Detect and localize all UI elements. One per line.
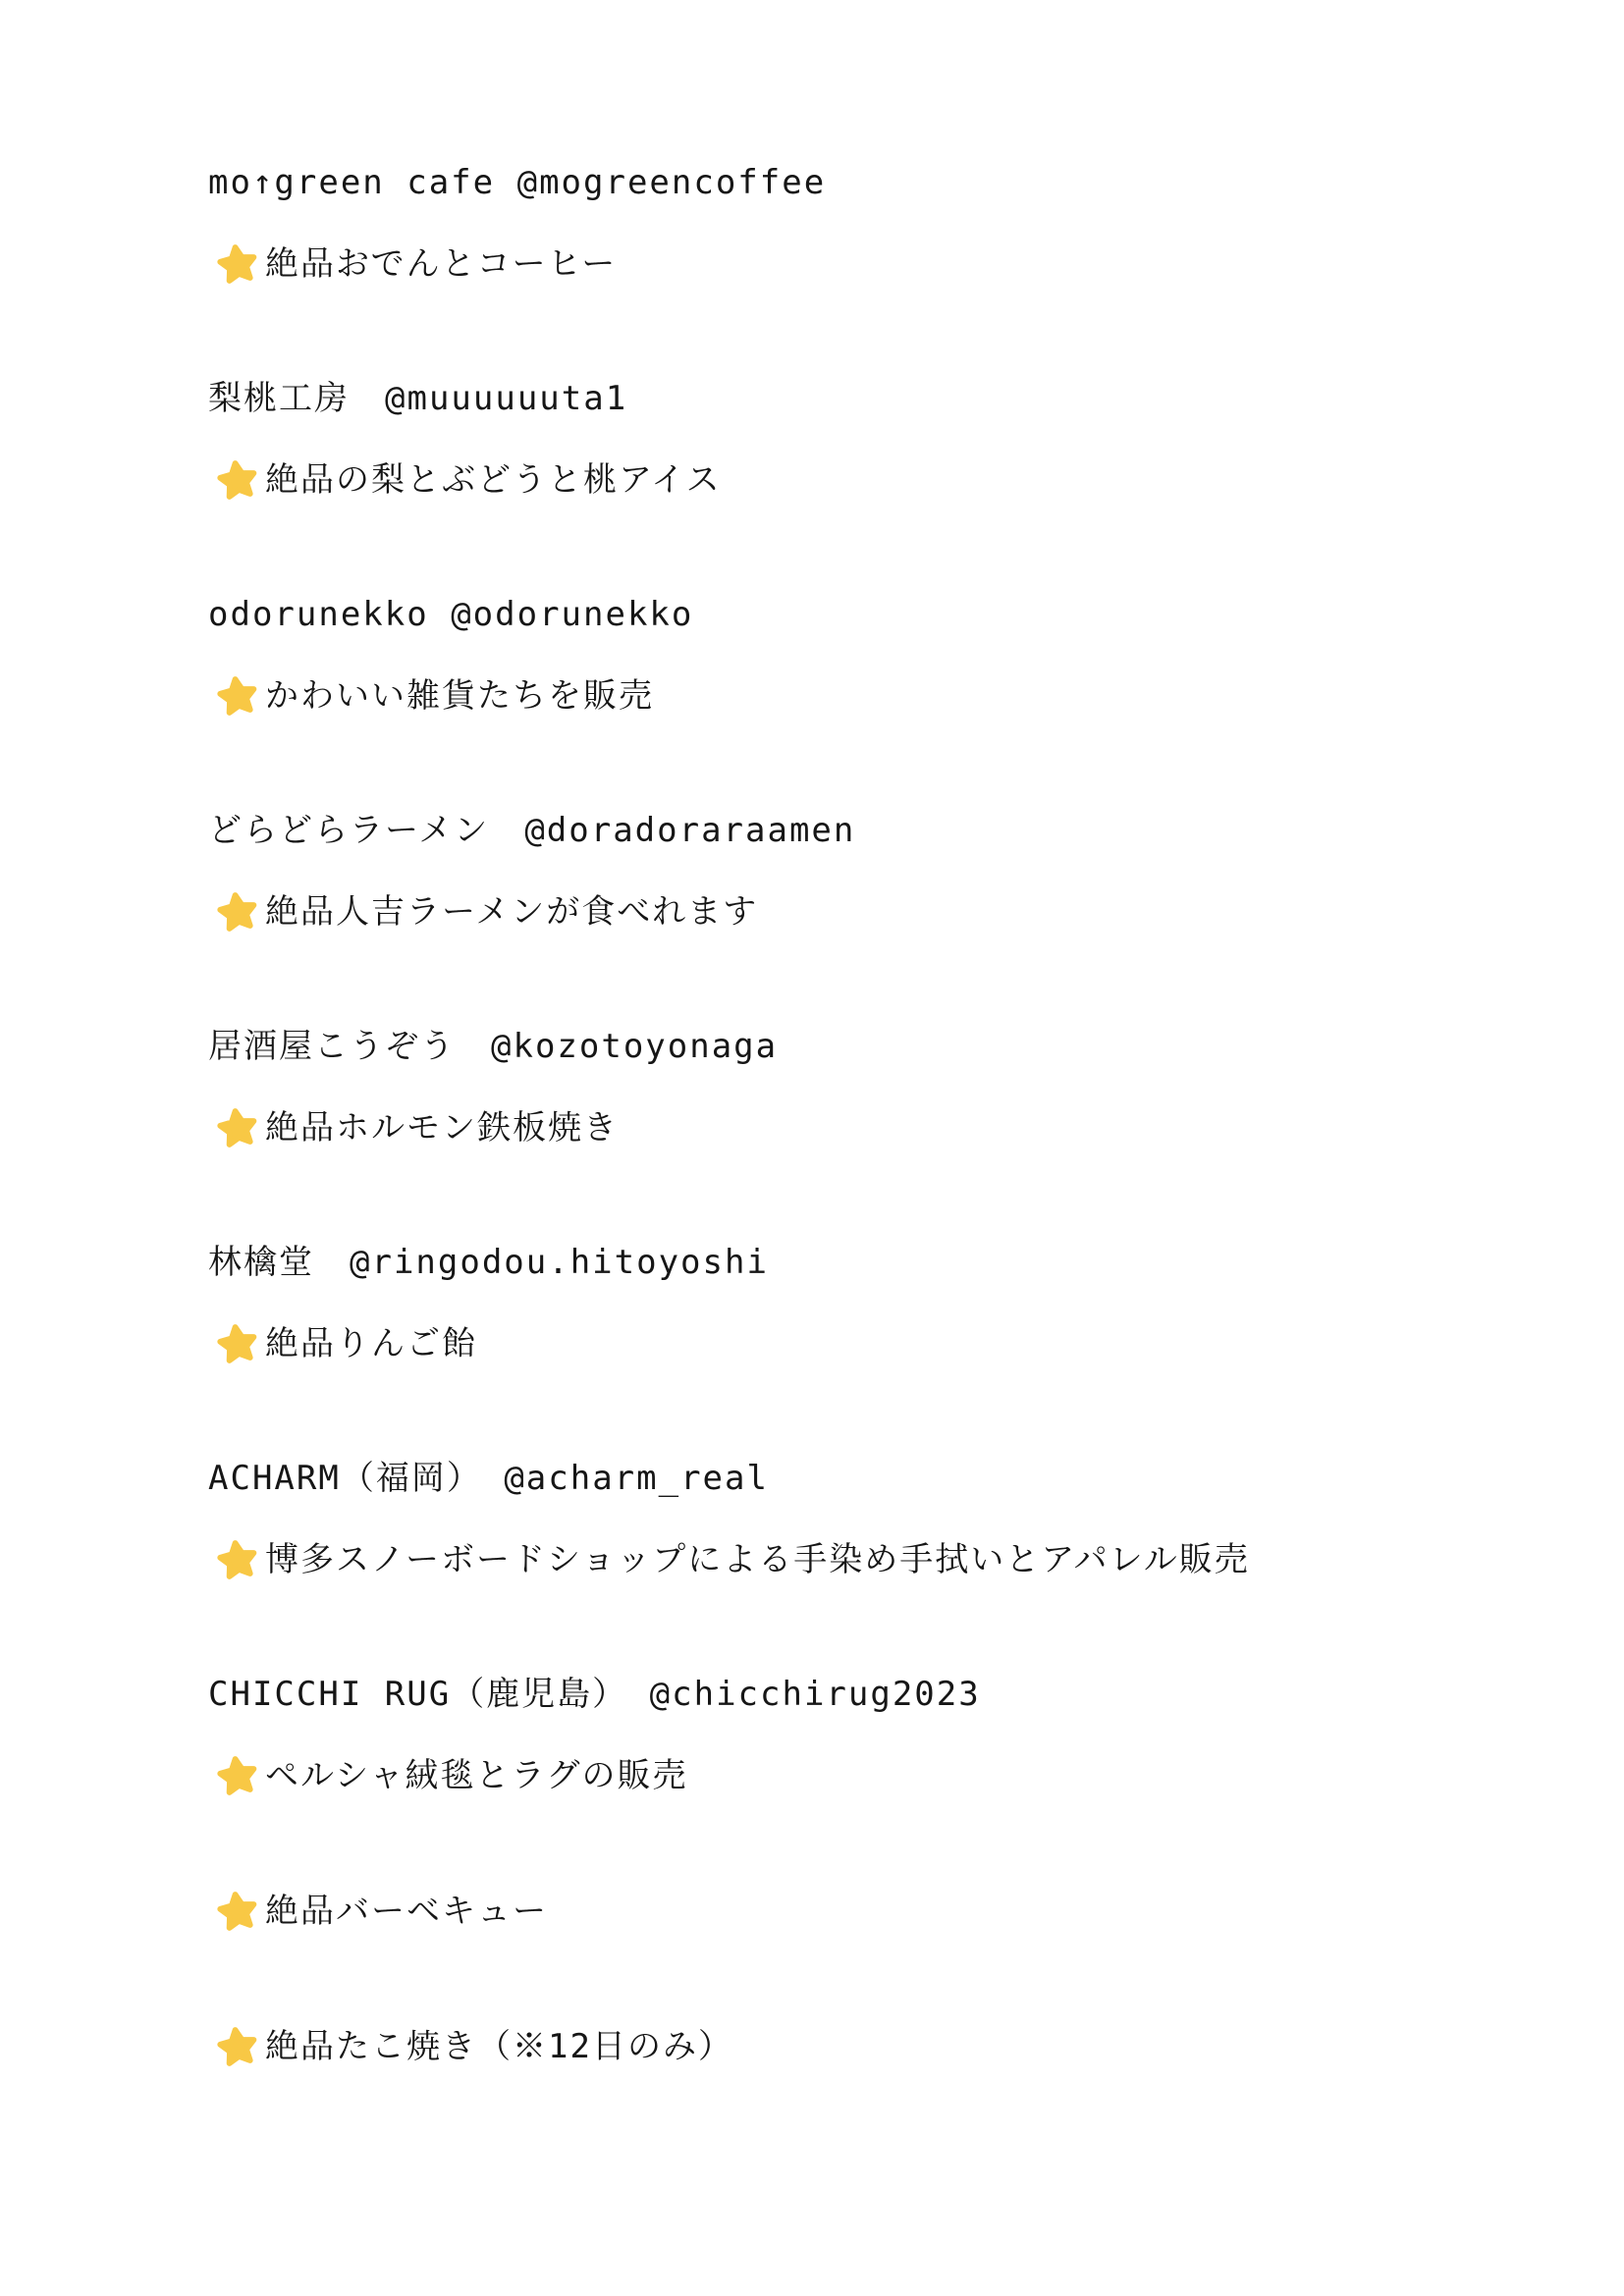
vendor-entry (208, 1241, 1565, 1366)
star-icon (213, 1103, 262, 1152)
star-icon (213, 1887, 262, 1936)
vendor-name: どらどらラーメン (208, 811, 490, 850)
vendor-description-line (208, 1537, 1565, 1582)
title-separator (627, 1675, 649, 1714)
star-icon (213, 2022, 262, 2071)
vendor-description-line (208, 673, 1565, 719)
star-icon (213, 887, 262, 936)
title-separator (350, 379, 385, 418)
vendor-description: 博多スノーボードショップによる手染め手拭いとアパレル販売 (265, 1540, 1250, 1579)
vendor-description-line (208, 2024, 1565, 2069)
star-icon (213, 1535, 262, 1584)
vendor-handle: @chicchirug2023 (649, 1675, 981, 1714)
vendor-handle: @doradoraraamen (524, 811, 856, 850)
vendor-description: ペルシャ絨毯とラグの販売 (265, 1756, 688, 1795)
vendor-description: 絶品バーベキュー (265, 1892, 548, 1931)
vendor-description: かわいい雑貨たちを販売 (265, 676, 654, 716)
vendor-description: 絶品人吉ラーメンが食べれます (265, 892, 759, 932)
vendor-entry (208, 809, 1565, 934)
vendor-title (208, 377, 1565, 420)
title-separator (456, 1027, 491, 1066)
vendor-name: 林檎堂 (208, 1243, 314, 1282)
vendor-handle: @ringodou.hitoyoshi (350, 1243, 769, 1282)
vendor-description: 絶品おでんとコーヒー (265, 244, 618, 284)
vendor-handle: @odorunekko (451, 595, 694, 634)
vendor-description: 絶品りんご飴 (265, 1324, 477, 1363)
vendor-entry (208, 377, 1565, 503)
vendor-name: 梨桃工房 (208, 379, 350, 418)
vendor-entry (208, 1889, 1565, 1934)
vendor-handle: @muuuuuuta1 (385, 379, 628, 418)
title-separator (482, 1459, 504, 1498)
vendor-title (208, 1673, 1565, 1716)
vendor-title (208, 809, 1565, 852)
vendor-name: mo↑green cafe (208, 163, 496, 202)
vendor-description: 絶品たこ焼き（※12日のみ） (265, 2027, 733, 2066)
vendor-handle: @kozotoyonaga (491, 1027, 779, 1066)
vendor-description-line (208, 889, 1565, 934)
vendor-title (208, 161, 1565, 204)
vendor-name: odorunekko (208, 595, 429, 634)
title-separator (495, 163, 516, 202)
vendor-entry (208, 593, 1565, 719)
vendor-description-line (208, 1321, 1565, 1366)
vendor-description: 絶品の梨とぶどうと桃アイス (265, 460, 722, 500)
vendor-title (208, 1025, 1565, 1068)
vendor-entry (208, 161, 1565, 287)
vendor-title (208, 1241, 1565, 1284)
vendor-description-line (208, 1105, 1565, 1150)
star-icon (213, 671, 262, 721)
vendor-entry (208, 1025, 1565, 1150)
title-separator (429, 595, 451, 634)
star-icon (213, 455, 262, 505)
vendor-description: 絶品ホルモン鉄板焼き (265, 1108, 619, 1148)
vendor-description-line (208, 1889, 1565, 1934)
vendor-handle: @acharm_real (504, 1459, 769, 1498)
title-separator (489, 811, 524, 850)
vendor-title (208, 1457, 1565, 1500)
vendor-description-line (208, 1753, 1565, 1798)
vendor-handle: @mogreencoffee (516, 163, 827, 202)
vendor-name: CHICCHI RUG（鹿児島） (208, 1675, 628, 1714)
vendor-name: 居酒屋こうぞう (208, 1027, 456, 1066)
vendor-entry (208, 2024, 1565, 2069)
vendor-description-line (208, 457, 1565, 503)
title-separator (314, 1243, 350, 1282)
star-icon (213, 1319, 262, 1368)
vendor-name: ACHARM（福岡） (208, 1459, 482, 1498)
vendor-description-line (208, 241, 1565, 287)
vendor-entry (208, 1673, 1565, 1798)
star-icon (213, 1751, 262, 1800)
star-icon (213, 240, 262, 289)
vendor-title (208, 593, 1565, 636)
vendor-entry (208, 1457, 1565, 1582)
